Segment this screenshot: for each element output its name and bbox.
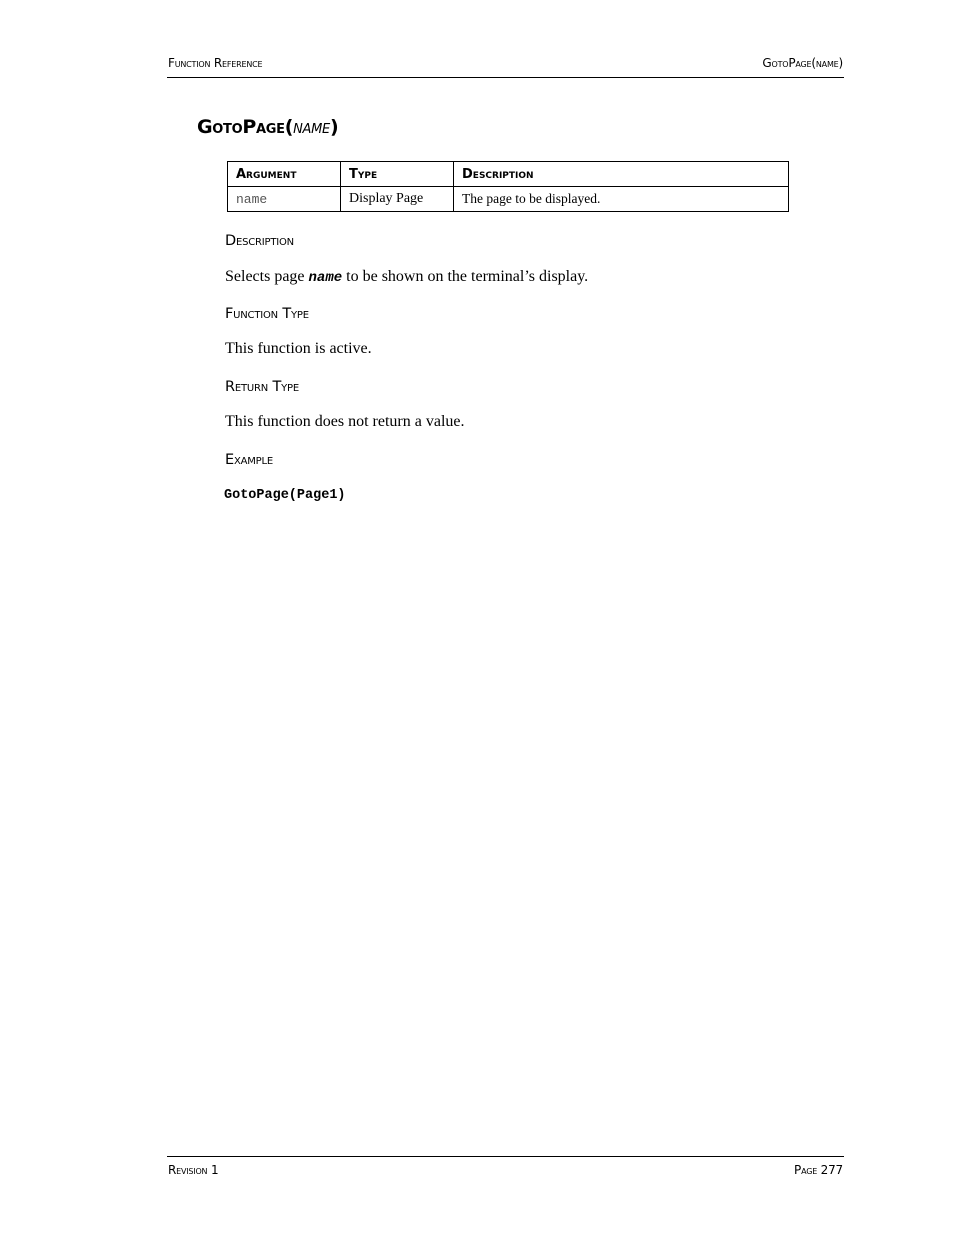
return-type-text: This function does not return a value.	[225, 413, 465, 430]
header-section-title: Function Reference	[168, 56, 263, 70]
function-type-text: This function is active.	[225, 340, 372, 357]
function-title-prefix: GotoPage(	[197, 116, 294, 138]
arguments-table	[227, 161, 789, 212]
function-title	[197, 116, 338, 138]
cell-type: Display Page	[341, 187, 454, 212]
footer-page-number: Page 277	[794, 1163, 843, 1177]
page-header	[167, 55, 844, 78]
footer-revision: Revision 1	[168, 1163, 219, 1177]
page-footer	[167, 1156, 844, 1181]
table-header-row	[228, 162, 789, 187]
description-text-after: to be shown on the terminal’s display.	[342, 268, 589, 285]
description-text-before: Selects page	[225, 268, 309, 285]
column-header-type: Type	[341, 162, 454, 187]
description-code: name	[308, 270, 343, 286]
column-header-argument: Argument	[228, 162, 341, 187]
function-type-heading: Function Type	[225, 306, 309, 322]
return-type-heading: Return Type	[225, 379, 299, 395]
column-header-description: Description	[454, 162, 789, 187]
example-code: GotoPage(Page1)	[224, 488, 346, 503]
description-text	[225, 268, 588, 286]
example-heading: Example	[225, 452, 274, 468]
table-row	[228, 187, 789, 212]
cell-argument: name	[228, 187, 341, 212]
description-heading: Description	[225, 233, 294, 249]
function-title-suffix: )	[329, 116, 339, 138]
function-title-arg: name	[293, 116, 330, 138]
cell-description: The page to be displayed.	[454, 187, 789, 212]
header-function-name: GotoPage(name)	[762, 56, 843, 70]
